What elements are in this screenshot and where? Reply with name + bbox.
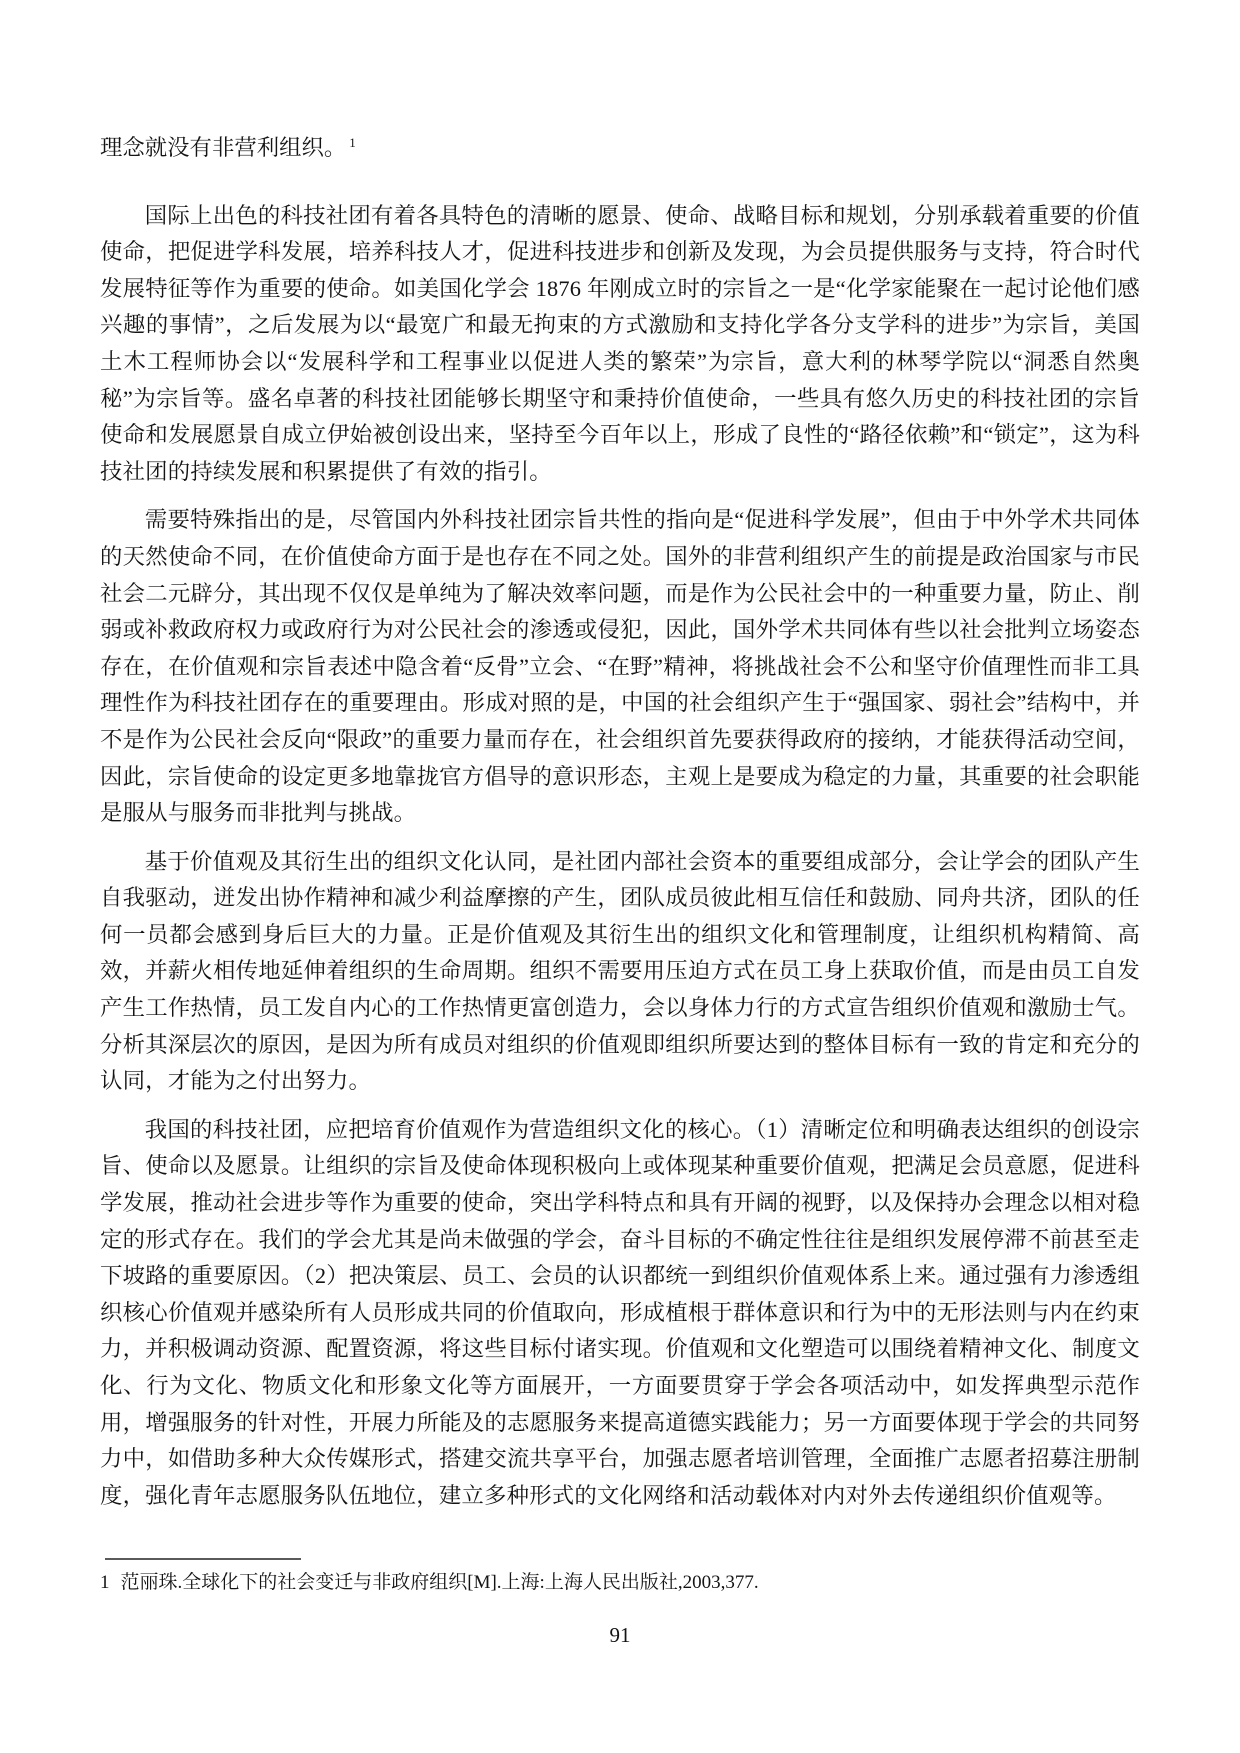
- footnote-area: [100, 1558, 1140, 1596]
- paragraph-domestic-foreign-contrast: 需要特殊指出的是，尽管国内外科技社团宗旨共性的指向是“促进科学发展”，但由于中外学术共同体的天然使命不同，在价值使命方面于是也存在不同之处。国外的非营利组织产生的前提是政治国家与市民社会二元辟分，其出现不仅仅是单纯为了解决效率问题，而是作为公民社会中的一种重要力量，防止、削弱或补救政府权力或政府行为对公民社会的渗透或侵犯，因此，国外学术共同体有些以社会批判立场姿态存在，在价值观和宗旨表述中隐含着“反骨”立会、“在野”精神，将挑战社会不公和坚守价值理性而非工具理性作为科技社团存在的重要理由。形成对照的是，中国的社会组织产生于“强国家、弱社会”结构中，并不是作为公民社会反向“限政”的重要力量而存在，社会组织首先要获得政府的接纳，才能获得活动空间，因此，宗旨使命的设定更多地靠拢官方倡导的意识形态，主观上是要成为稳定的力量，其重要的社会职能是服从与服务而非批判与挑战。: [100, 507, 1140, 826]
- body-text-block: [100, 130, 1140, 1526]
- footnote-citation-text: 范丽珠.全球化下的社会变迁与非政府组织[M].上海:上海人民出版社,2003,377.: [120, 1572, 759, 1593]
- page-number: 91: [609, 1623, 631, 1647]
- opening-line: [100, 130, 1140, 167]
- paragraph-organizational-culture: 基于价值观及其衍生出的组织文化认同，是社团内部社会资本的重要组成部分，会让学会的团队产生自我驱动，迸发出协作精神和减少利益摩擦的产生，团队成员彼此相互信任和鼓励、同舟共济，团队的任何一员都会感到身后巨大的力量。正是价值观及其衍生出的组织文化和管理制度，让组织机构精简、高效，并薪火相传地延伸着组织的生命周期。组织不需要用压迫方式在员工身上获取价值，而是由员工自发产生工作热情，员工发自内心的工作热情更富创造力，会以身体力行的方式宣告组织价值观和激励士气。分析其深层次的原因，是因为所有成员对组织的价值观即组织所要达到的整体目标有一致的肯定和充分的认同，才能为之付出努力。: [100, 848, 1140, 1094]
- paragraph-international-societies: 国际上出色的科技社团有着各具特色的清晰的愿景、使命、战略目标和规划，分别承载着重要的价值使命，把促进学科发展，培养科技人才，促进科技进步和创新及发现，为会员提供服务与支持，符合时代发展特征等作为重要的使命。如美国化学会 1876 年刚成立时的宗旨之一是“化学家能聚在一起讨论他们感兴趣的事情”，之后发展为以“最宽广和最无拘束的方式激励和支持化学各分支学科的进步”为宗旨，美国土木工程师协会以“发展科学和工程事业以促进人类的繁荣”为宗旨，意大利的林琴学院以“洞悉自然奥秘”为宗旨等。盛名卓著的科技社团能够长期坚守和秉持价值使命，一些具有悠久历史的科技社团的宗旨使命和发展愿景自成立伊始被创设出来，坚持至今百年以上，形成了良性的“路径依赖”和“锁定”，这为科技社团的持续发展和积累提供了有效的指引。: [100, 202, 1140, 484]
- footnote: [100, 1569, 1140, 1596]
- paragraph-recommendations: 我国的科技社团，应把培育价值观作为营造组织文化的核心。（1）清晰定位和明确表达组织的创设宗旨、使命以及愿景。让组织的宗旨及使命体现积极向上或体现某种重要价值观，把满足会员意愿，促进科学发展，推动社会进步等作为重要的使命，突出学科特点和具有开阔的视野，以及保持办会理念以相对稳定的形式存在。我们的学会尤其是尚未做强的学会，奋斗目标的不确定性往往是组织发展停滞不前甚至走下坡路的重要原因。（2）把决策层、员工、会员的认识都统一到组织价值观体系上来。通过强有力渗透组织核心价值观并感染所有人员形成共同的价值取向，形成植根于群体意识和行为中的无形法则与内在约束力，并积极调动资源、配置资源，将这些目标付诸实现。价值观和文化塑造可以围绕着精神文化、制度文化、行为文化、物质文化和形象文化等方面展开，一方面要贯穿于学会各项活动中，如发挥典型示范作用，增强服务的针对性，开展力所能及的志愿服务来提高道德实践能力；另一方面要体现于学会的共同努力中，如借助多种大众传媒形式，搭建交流共享平台，加强志愿者培训管理，全面推广志愿者招募注册制度，强化青年志愿服务队伍地位，建立多种形式的文化网络和活动载体对内对外去传递组织价值观等。: [100, 1116, 1140, 1508]
- opening-line-text: 理念就没有非营利组织。: [100, 135, 347, 160]
- footnote-number: 1: [100, 1572, 110, 1593]
- footnote-divider: [105, 1558, 301, 1560]
- footnote-reference-mark: 1: [349, 134, 356, 150]
